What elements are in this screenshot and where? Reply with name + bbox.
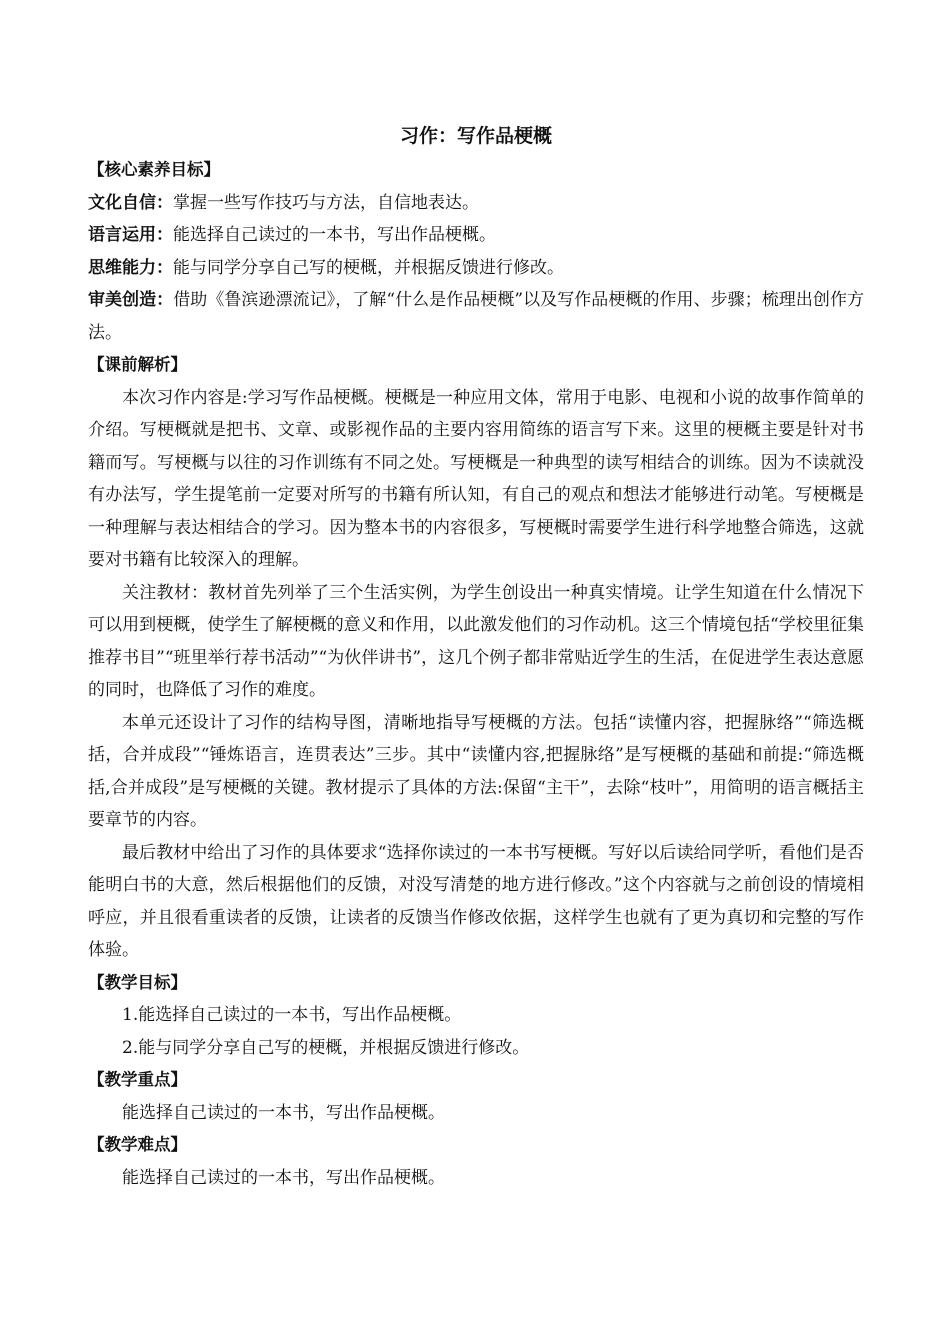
key-points-text: 能选择自己读过的一本书，写出作品梗概。 <box>122 1102 445 1123</box>
difficulties-text: 能选择自己读过的一本书，写出作品梗概。 <box>122 1167 445 1188</box>
core-goals-heading: 【核心素养目标】 <box>88 160 220 179</box>
document-page <box>88 120 864 1194</box>
teaching-goals-heading: 【教学目标】 <box>88 972 187 992</box>
analysis-paragraph: 本次习作内容是:学习写作品梗概。梗概是一种应用文体，常用于电影、电视和小说的故事作简单的介绍。写梗概就是把书、文章、或影视作品的主要内容用简练的语言写下来。这里的梗概主要是针对书籍而写。写梗概与以往的习作训练有不同之处。写梗概是一种典型的读写相结合的训练。因为不读就没有办法写，学生提笔前一定要对所写的书籍有所认知，有自己的观点和想法才能够进行动笔。写梗概是一种理解与表达相结合的学习。因为整本书的内容很多，写梗概时需要学生进行科学地整合筛选，这就要对书籍有比较深入的理解。 <box>88 387 864 570</box>
goal-language-use <box>88 219 864 252</box>
goal-text: 借助《鲁滨逊漂流记》，了解“什么是作品梗概”以及写作品梗概的作用、步骤；梳理出创作方法。 <box>88 290 864 343</box>
difficulties-section <box>88 1129 864 1194</box>
goal-label: 文化自信： <box>88 192 173 213</box>
goal-thinking-ability <box>88 252 864 285</box>
core-goals-section <box>88 154 864 349</box>
analysis-heading: 【课前解析】 <box>88 355 187 374</box>
analysis-section <box>88 349 864 967</box>
analysis-paragraph: 关注教材：教材首先列举了三个生活实例，为学生创设出一种真实情境。让学生知道在什么情况下可以用到梗概，使学生了解梗概的意义和作用，以此激发他们的习作动机。这三个情境包括“学校里征集推荐书目”“班里举行荐书活动”“为伙伴讲书”，这几个例子都非常贴近学生的生活，在促进学生表达意愿的同时，也降低了习作的难度。 <box>88 582 864 700</box>
goal-label: 思维能力： <box>88 257 173 278</box>
analysis-paragraph: 本单元还设计了习作的结构导图，清晰地指导写梗概的方法。包括“读懂内容，把握脉络”“筛选概括，合并成段”“锤炼语言，连贯表达”三步。其中“读懂内容,把握脉络”是写梗概的基础和前提:“筛选概括,合并成段”是写梗概的关键。教材提示了具体的方法:保留“主干”，去除“枝叶”，用简明的语言概括主要章节的内容。 <box>88 712 864 830</box>
goal-aesthetic-creation <box>88 284 864 349</box>
document-title: 习作：写作品梗概 <box>399 125 552 147</box>
goal-label: 语言运用： <box>88 225 173 245</box>
goal-text: 能选择自己读过的一本书，写出作品梗概。 <box>173 225 496 245</box>
teaching-goal-item: 1.能选择自己读过的一本书，写出作品梗概。 <box>122 1005 462 1025</box>
goal-text: 能与同学分享自己写的梗概，并根据反馈进行修改。 <box>173 257 564 278</box>
goal-text: 掌握一些写作技巧与方法，自信地表达。 <box>173 192 479 213</box>
key-points-heading: 【教学重点】 <box>88 1070 187 1089</box>
goal-label: 审美创造： <box>88 290 174 310</box>
goal-cultural-confidence <box>88 187 864 220</box>
analysis-paragraph: 最后教材中给出了习作的具体要求“选择你读过的一本书写梗概。写好以后读给同学听，看他们是否能明白书的大意，然后根据他们的反馈，对没写清楚的地方进行修改。”这个内容就与之前创设的情境相呼应，并且很看重读者的反馈，让读者的反馈当作修改依据，这样学生也就有了更为真切和完整的写作体验。 <box>88 842 864 960</box>
difficulties-heading: 【教学难点】 <box>88 1135 187 1154</box>
key-points-section <box>88 1064 864 1129</box>
teaching-goals-section <box>88 967 864 1065</box>
teaching-goal-item: 2.能与同学分享自己写的梗概，并根据反馈进行修改。 <box>122 1037 530 1058</box>
